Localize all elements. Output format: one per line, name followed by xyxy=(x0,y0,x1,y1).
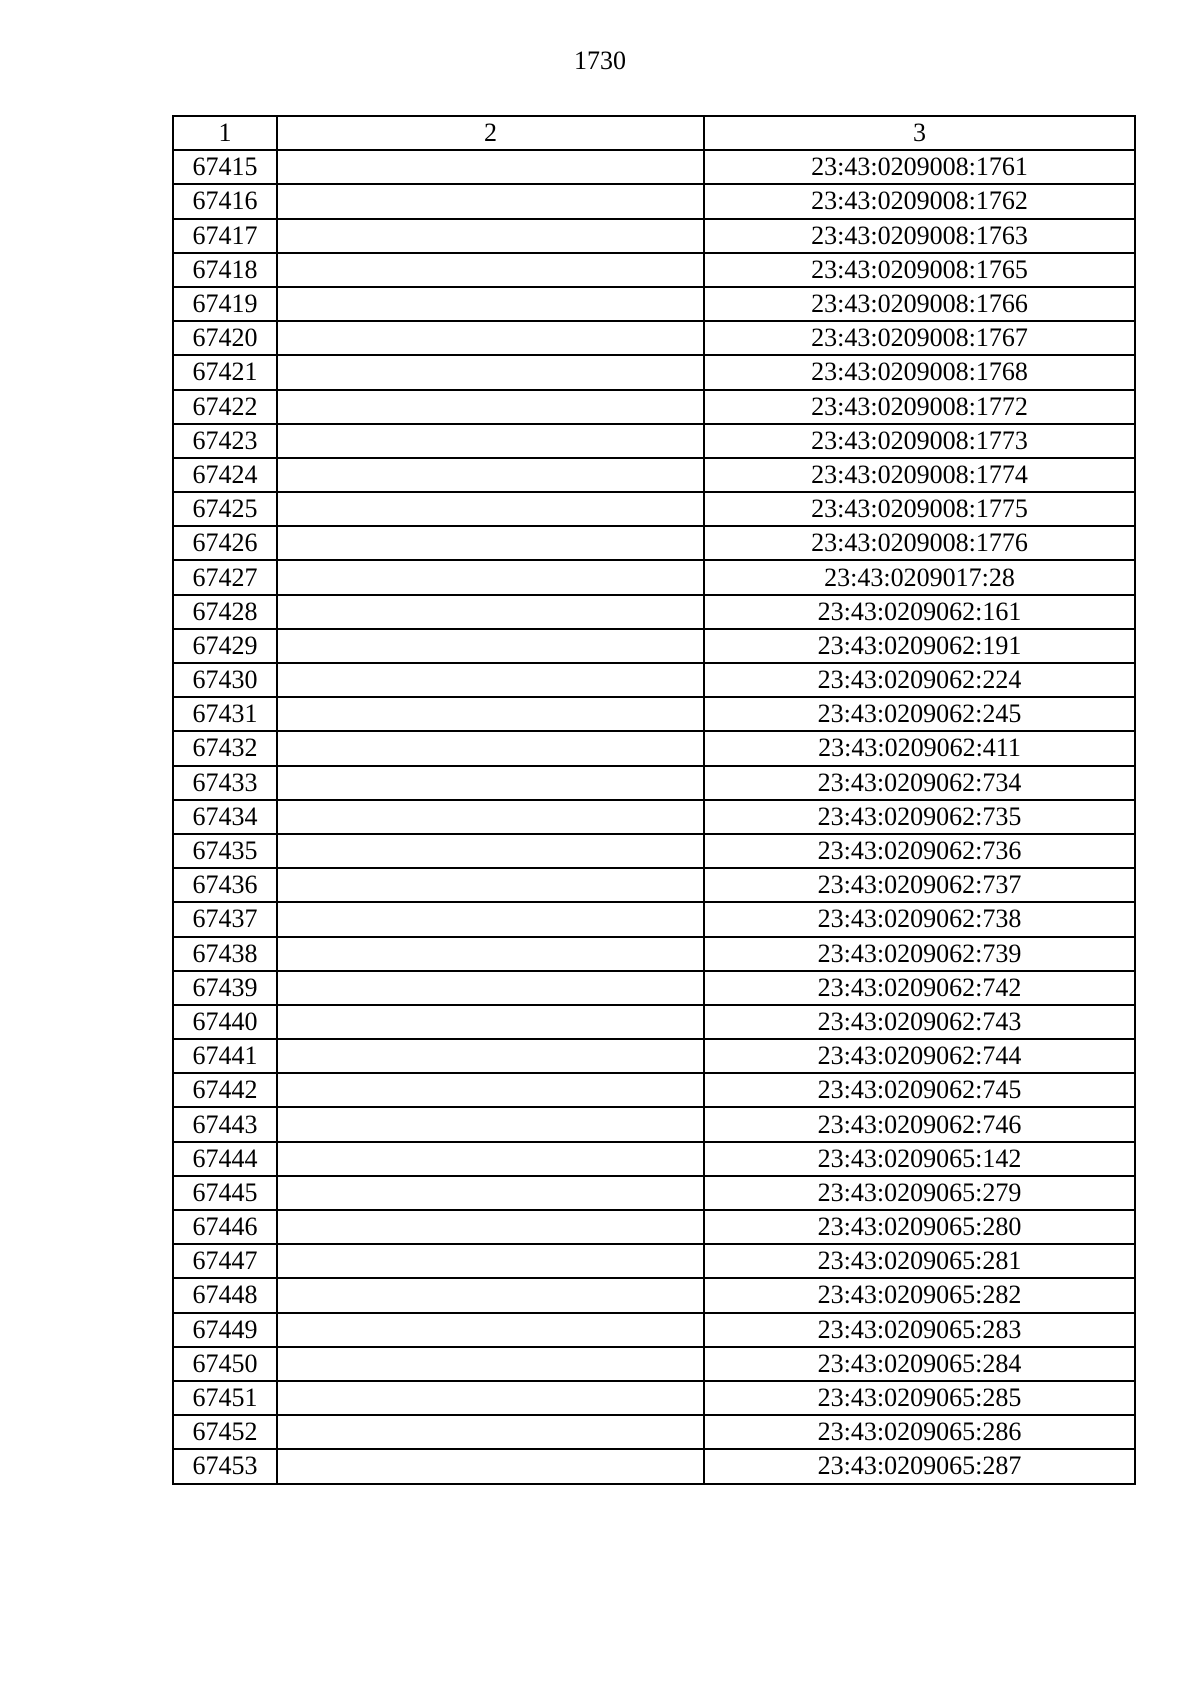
cadastral-number-cell: 23:43:0209062:161 xyxy=(704,595,1135,629)
description-cell xyxy=(277,1073,704,1107)
row-number-cell: 67423 xyxy=(173,424,277,458)
description-cell xyxy=(277,1039,704,1073)
cadastral-number-cell: 23:43:0209062:744 xyxy=(704,1039,1135,1073)
description-cell xyxy=(277,1176,704,1210)
cadastral-number-cell: 23:43:0209062:735 xyxy=(704,800,1135,834)
description-cell xyxy=(277,1244,704,1278)
description-cell xyxy=(277,184,704,218)
table-row xyxy=(173,1005,1135,1039)
table-row xyxy=(173,287,1135,321)
table-row xyxy=(173,526,1135,560)
row-number-cell: 67428 xyxy=(173,595,277,629)
table-row xyxy=(173,834,1135,868)
cadastral-number-cell: 23:43:0209008:1763 xyxy=(704,219,1135,253)
row-number-cell: 67436 xyxy=(173,868,277,902)
row-number-cell: 67439 xyxy=(173,971,277,1005)
description-cell xyxy=(277,629,704,663)
row-number-cell: 67441 xyxy=(173,1039,277,1073)
row-number-cell: 67434 xyxy=(173,800,277,834)
cadastral-number-cell: 23:43:0209065:281 xyxy=(704,1244,1135,1278)
row-number-cell: 67420 xyxy=(173,321,277,355)
table-row xyxy=(173,560,1135,594)
table-row xyxy=(173,663,1135,697)
description-cell xyxy=(277,1210,704,1244)
description-cell xyxy=(277,1278,704,1312)
table-row xyxy=(173,800,1135,834)
cadastral-number-cell: 23:43:0209062:743 xyxy=(704,1005,1135,1039)
row-number-cell: 67446 xyxy=(173,1210,277,1244)
row-number-cell: 67431 xyxy=(173,697,277,731)
cadastral-number-cell: 23:43:0209008:1765 xyxy=(704,253,1135,287)
table-row xyxy=(173,184,1135,218)
description-cell xyxy=(277,1142,704,1176)
cadastral-number-cell: 23:43:0209065:279 xyxy=(704,1176,1135,1210)
cadastral-number-cell: 23:43:0209065:287 xyxy=(704,1449,1135,1483)
cadastral-number-cell: 23:43:0209062:737 xyxy=(704,868,1135,902)
column-header-1: 1 xyxy=(173,116,277,150)
cadastral-number-cell: 23:43:0209062:224 xyxy=(704,663,1135,697)
register-table xyxy=(172,115,1136,1485)
row-number-cell: 67440 xyxy=(173,1005,277,1039)
description-cell xyxy=(277,1449,704,1483)
description-cell xyxy=(277,595,704,629)
description-cell xyxy=(277,219,704,253)
table-row xyxy=(173,321,1135,355)
table-row xyxy=(173,253,1135,287)
row-number-cell: 67449 xyxy=(173,1313,277,1347)
row-number-cell: 67427 xyxy=(173,560,277,594)
table-row xyxy=(173,1176,1135,1210)
cadastral-number-cell: 23:43:0209008:1775 xyxy=(704,492,1135,526)
table-row xyxy=(173,1039,1135,1073)
row-number-cell: 67450 xyxy=(173,1347,277,1381)
row-number-cell: 67422 xyxy=(173,390,277,424)
cadastral-number-cell: 23:43:0209008:1772 xyxy=(704,390,1135,424)
table-header-row xyxy=(173,116,1135,150)
cadastral-number-cell: 23:43:0209065:282 xyxy=(704,1278,1135,1312)
table-row xyxy=(173,1347,1135,1381)
table-row xyxy=(173,868,1135,902)
description-cell xyxy=(277,526,704,560)
row-number-cell: 67438 xyxy=(173,937,277,971)
row-number-cell: 67432 xyxy=(173,731,277,765)
description-cell xyxy=(277,800,704,834)
row-number-cell: 67425 xyxy=(173,492,277,526)
description-cell xyxy=(277,1313,704,1347)
page-number: 1730 xyxy=(574,46,626,75)
description-cell xyxy=(277,1381,704,1415)
cadastral-number-cell: 23:43:0209062:746 xyxy=(704,1107,1135,1141)
description-cell xyxy=(277,697,704,731)
cadastral-number-cell: 23:43:0209065:280 xyxy=(704,1210,1135,1244)
cadastral-number-cell: 23:43:0209062:411 xyxy=(704,731,1135,765)
cadastral-number-cell: 23:43:0209065:142 xyxy=(704,1142,1135,1176)
description-cell xyxy=(277,424,704,458)
row-number-cell: 67448 xyxy=(173,1278,277,1312)
table-row xyxy=(173,1415,1135,1449)
table-row xyxy=(173,492,1135,526)
table-row xyxy=(173,1244,1135,1278)
description-cell xyxy=(277,150,704,184)
table-body xyxy=(173,116,1135,1484)
table-row xyxy=(173,219,1135,253)
cadastral-number-cell: 23:43:0209008:1774 xyxy=(704,458,1135,492)
row-number-cell: 67453 xyxy=(173,1449,277,1483)
row-number-cell: 67442 xyxy=(173,1073,277,1107)
description-cell xyxy=(277,560,704,594)
description-cell xyxy=(277,1107,704,1141)
row-number-cell: 67416 xyxy=(173,184,277,218)
description-cell xyxy=(277,1005,704,1039)
table-row xyxy=(173,1313,1135,1347)
table-row xyxy=(173,458,1135,492)
cadastral-number-cell: 23:43:0209017:28 xyxy=(704,560,1135,594)
cadastral-number-cell: 23:43:0209065:286 xyxy=(704,1415,1135,1449)
row-number-cell: 67430 xyxy=(173,663,277,697)
column-header-2: 2 xyxy=(277,116,704,150)
description-cell xyxy=(277,355,704,389)
row-number-cell: 67415 xyxy=(173,150,277,184)
table-row xyxy=(173,1210,1135,1244)
table-row xyxy=(173,937,1135,971)
description-cell xyxy=(277,1415,704,1449)
table-row xyxy=(173,1107,1135,1141)
description-cell xyxy=(277,868,704,902)
row-number-cell: 67421 xyxy=(173,355,277,389)
table-row xyxy=(173,150,1135,184)
table-row xyxy=(173,1449,1135,1483)
row-number-cell: 67437 xyxy=(173,902,277,936)
row-number-cell: 67418 xyxy=(173,253,277,287)
cadastral-number-cell: 23:43:0209062:736 xyxy=(704,834,1135,868)
table-row xyxy=(173,355,1135,389)
table-row xyxy=(173,1381,1135,1415)
description-cell xyxy=(277,834,704,868)
description-cell xyxy=(277,1347,704,1381)
cadastral-number-cell: 23:43:0209062:742 xyxy=(704,971,1135,1005)
column-header-3: 3 xyxy=(704,116,1135,150)
table-row xyxy=(173,731,1135,765)
description-cell xyxy=(277,731,704,765)
cadastral-number-cell: 23:43:0209008:1768 xyxy=(704,355,1135,389)
description-cell xyxy=(277,663,704,697)
cadastral-number-cell: 23:43:0209062:245 xyxy=(704,697,1135,731)
row-number-cell: 67435 xyxy=(173,834,277,868)
row-number-cell: 67447 xyxy=(173,1244,277,1278)
cadastral-number-cell: 23:43:0209065:284 xyxy=(704,1347,1135,1381)
table-row xyxy=(173,390,1135,424)
cadastral-number-cell: 23:43:0209065:285 xyxy=(704,1381,1135,1415)
table-row xyxy=(173,595,1135,629)
cadastral-number-cell: 23:43:0209008:1773 xyxy=(704,424,1135,458)
table-row xyxy=(173,1278,1135,1312)
cadastral-number-cell: 23:43:0209062:738 xyxy=(704,902,1135,936)
table-row xyxy=(173,697,1135,731)
cadastral-number-cell: 23:43:0209062:734 xyxy=(704,766,1135,800)
row-number-cell: 67452 xyxy=(173,1415,277,1449)
description-cell xyxy=(277,458,704,492)
description-cell xyxy=(277,253,704,287)
description-cell xyxy=(277,492,704,526)
row-number-cell: 67433 xyxy=(173,766,277,800)
row-number-cell: 67445 xyxy=(173,1176,277,1210)
row-number-cell: 67451 xyxy=(173,1381,277,1415)
table-row xyxy=(173,1142,1135,1176)
cadastral-number-cell: 23:43:0209008:1767 xyxy=(704,321,1135,355)
table-row xyxy=(173,766,1135,800)
table-row xyxy=(173,629,1135,663)
table-row xyxy=(173,902,1135,936)
row-number-cell: 67429 xyxy=(173,629,277,663)
row-number-cell: 67419 xyxy=(173,287,277,321)
row-number-cell: 67443 xyxy=(173,1107,277,1141)
cadastral-number-cell: 23:43:0209008:1762 xyxy=(704,184,1135,218)
row-number-cell: 67426 xyxy=(173,526,277,560)
description-cell xyxy=(277,766,704,800)
cadastral-number-cell: 23:43:0209008:1766 xyxy=(704,287,1135,321)
cadastral-number-cell: 23:43:0209062:745 xyxy=(704,1073,1135,1107)
description-cell xyxy=(277,902,704,936)
description-cell xyxy=(277,937,704,971)
table-row xyxy=(173,424,1135,458)
table-row xyxy=(173,1073,1135,1107)
cadastral-number-cell: 23:43:0209065:283 xyxy=(704,1313,1135,1347)
cadastral-number-cell: 23:43:0209062:191 xyxy=(704,629,1135,663)
cadastral-number-cell: 23:43:0209062:739 xyxy=(704,937,1135,971)
cadastral-number-cell: 23:43:0209008:1776 xyxy=(704,526,1135,560)
cadastral-number-cell: 23:43:0209008:1761 xyxy=(704,150,1135,184)
description-cell xyxy=(277,390,704,424)
description-cell xyxy=(277,287,704,321)
description-cell xyxy=(277,971,704,1005)
row-number-cell: 67424 xyxy=(173,458,277,492)
row-number-cell: 67417 xyxy=(173,219,277,253)
table-row xyxy=(173,971,1135,1005)
description-cell xyxy=(277,321,704,355)
row-number-cell: 67444 xyxy=(173,1142,277,1176)
